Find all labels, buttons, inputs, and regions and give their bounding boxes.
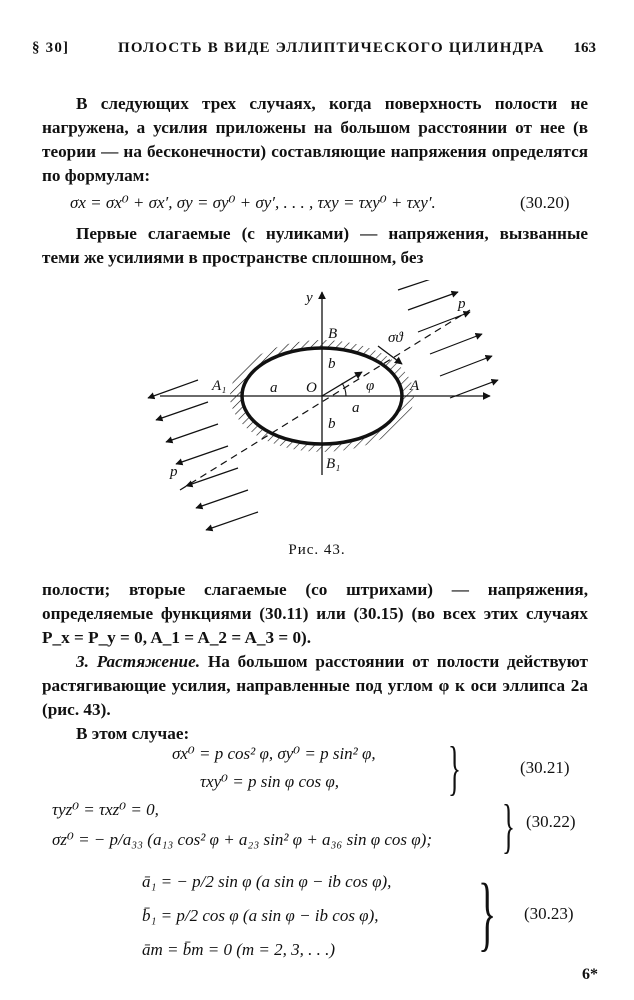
label-p-top: p: [458, 296, 466, 312]
equation-number-30-21: (30.21): [520, 758, 570, 777]
equation-30-21-line2: τxy⁰ = p sin φ cos φ,: [200, 772, 340, 791]
brace-30-21: }: [448, 735, 461, 801]
figure-caption: Рис. 43.: [288, 542, 346, 558]
equation-number-30-22: (30.22): [526, 812, 576, 831]
equation-number-30-20: (30.20): [520, 193, 570, 212]
paragraph-2: Первые слагаемые (с нуликами) — напряжения, вызванные теми же усилиями в пространстве сплошном, без: [42, 224, 588, 267]
equation-30-23-line3: ām = b̄m = 0 (m = 2, 3, . . .): [142, 940, 336, 959]
signature-mark: 6*: [582, 966, 598, 983]
label-sigma: σϑ: [388, 330, 403, 346]
label-y: y: [306, 290, 313, 306]
label-phi: φ: [366, 378, 375, 394]
label-A1: A₁: [212, 378, 227, 394]
running-header: [32, 40, 596, 62]
section-marker: § 30]: [32, 40, 70, 56]
case-text: На большом расстоянии от полости действуют растягивающие усилия, направленные под углом φ к оси эллипса 2a (рис. 43).: [42, 652, 588, 719]
equation-30-23-line1: ā₁ = − p/2 sin φ (a sin φ − ib cos φ),: [142, 872, 392, 891]
equation-30-22-line2: σz⁰ = − p/a₃₃ (a₁₃ cos² φ + a₂₃ sin² φ + a₃₆ sin φ cos φ);: [52, 830, 433, 849]
equation-30-20: σx = σx⁰ + σx′, σy = σy⁰ + σy′, . . . , τxy = τxy⁰ + τxy′.: [70, 193, 436, 212]
label-p-bottom: p: [170, 464, 178, 480]
figure-43: [140, 280, 500, 540]
brace-30-22: }: [502, 793, 515, 859]
load-direction-line: [180, 310, 470, 490]
label-b-bottom: b: [328, 416, 336, 432]
label-A: A: [410, 378, 420, 394]
page-number: 163: [573, 40, 596, 56]
paragraph-4: [42, 650, 588, 722]
brace-30-23: }: [478, 867, 497, 960]
paragraph-5: В этом случае:: [76, 724, 190, 743]
equation-number-30-23: (30.23): [524, 904, 574, 923]
paragraph-1: В следующих трех случаях, когда поверхность полости не нагружена, а усилия приложены на большом расстоянии от нее (в теории — на бесконечности) составляющие напряжения определятся по формулам:: [42, 94, 588, 185]
label-a-axis: a: [270, 380, 278, 396]
paragraph-3: полости; вторые слагаемые (со штрихами) — напряжения, определяемые функциями (30.11) или (30.15) (во всех этих случаях P_x = P_y = 0, A_1 = A_2 = A_3 = 0).: [42, 580, 588, 647]
equation-30-23-line2: b̄₁ = p/2 cos φ (a sin φ − ib cos φ),: [142, 906, 379, 925]
equation-30-22-line1: τyz⁰ = τxz⁰ = 0,: [52, 800, 159, 819]
label-a-angle: a: [352, 400, 360, 416]
running-title: ПОЛОСТЬ В ВИДЕ ЭЛЛИПТИЧЕСКОГО ЦИЛИНДРА: [118, 40, 545, 56]
label-b-top: b: [328, 356, 336, 372]
equation-30-21-line1: σx⁰ = p cos² φ, σy⁰ = p sin² φ,: [172, 744, 376, 763]
label-O: O: [306, 380, 317, 396]
case-label: 3. Растяжение.: [76, 652, 201, 671]
label-B: B: [328, 326, 338, 342]
label-B1: B₁: [326, 456, 341, 472]
